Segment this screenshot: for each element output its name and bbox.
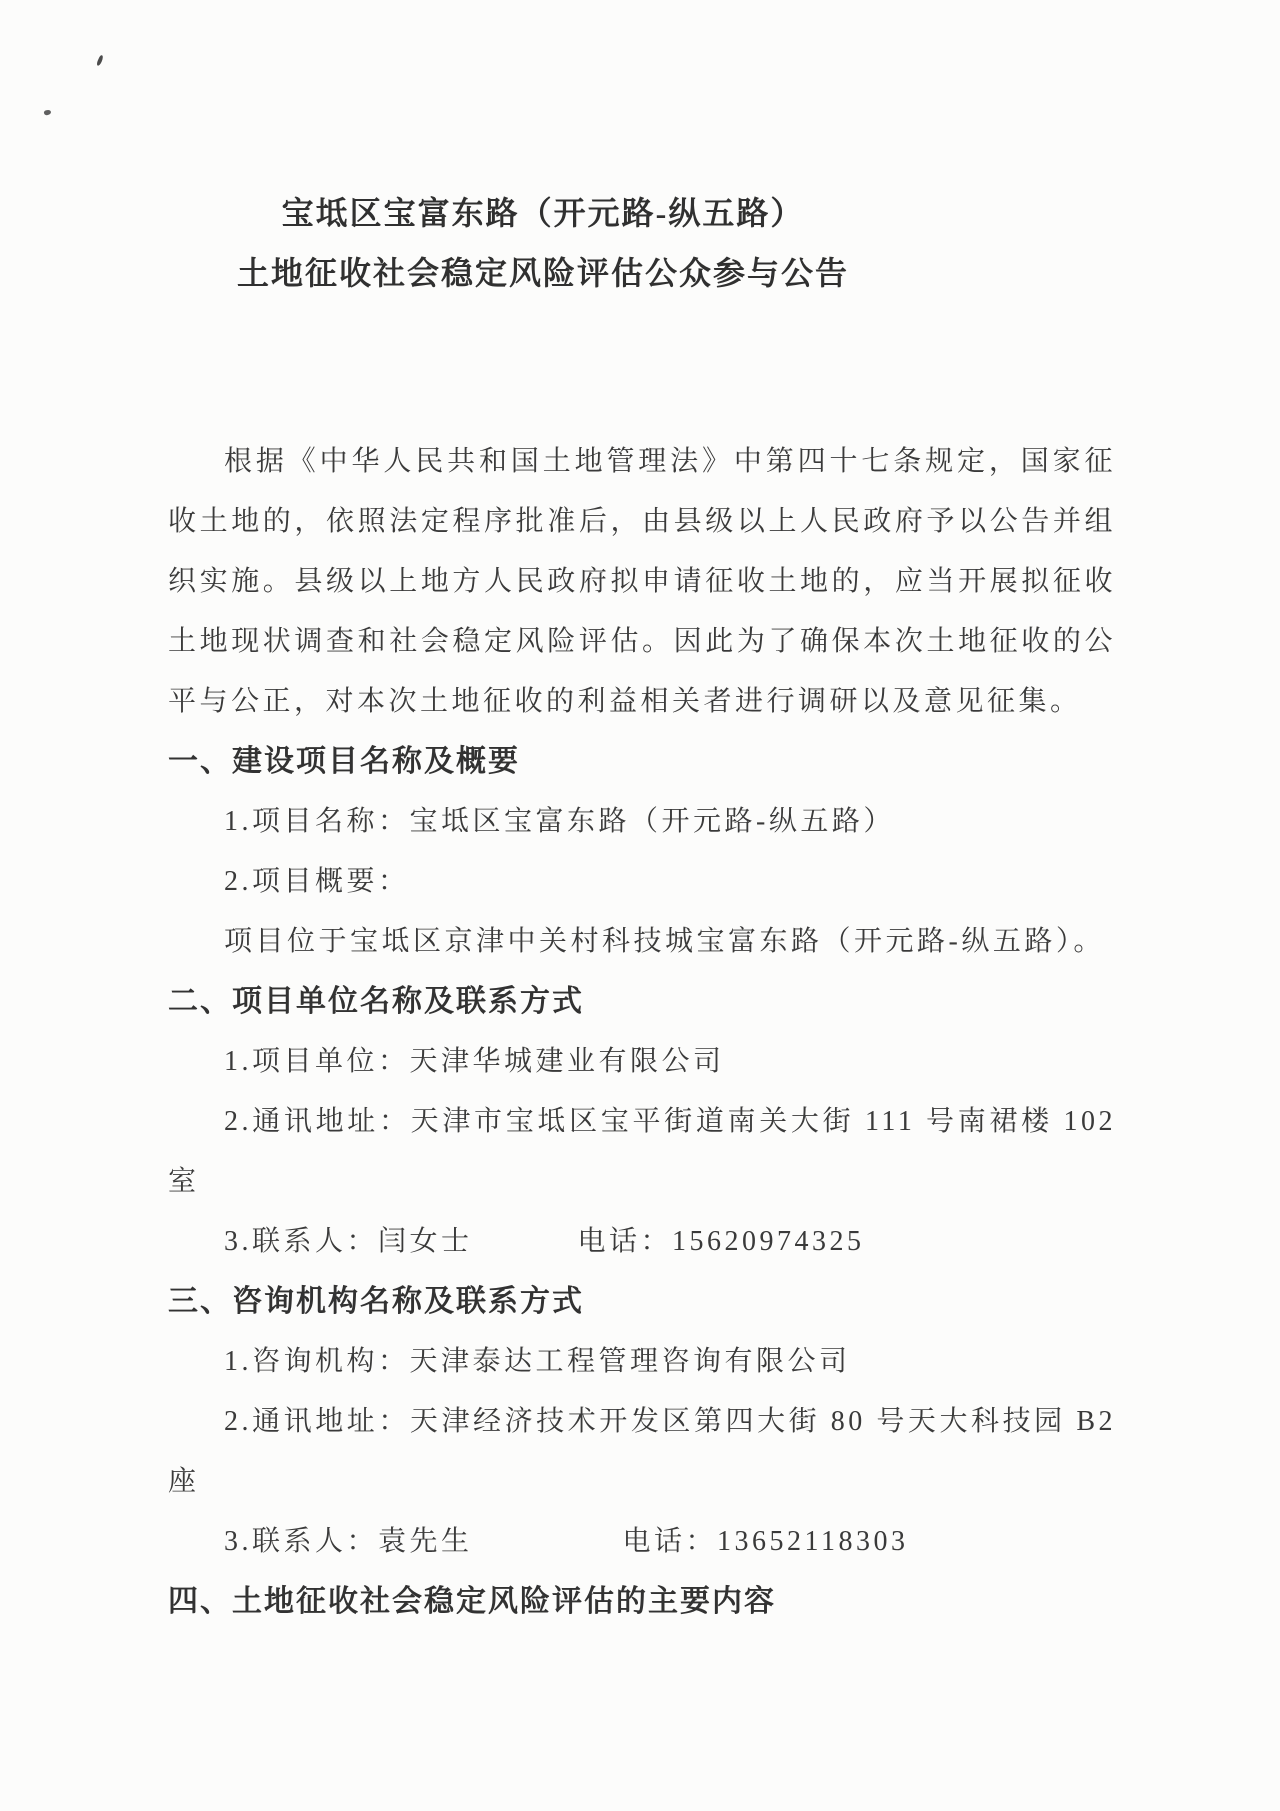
document-title xyxy=(0,183,1086,303)
section-3-heading: 三、咨询机构名称及联系方式 xyxy=(168,1285,584,1318)
section-3-item-agency: 1.咨询机构：天津泰达工程管理咨询有限公司 xyxy=(224,1346,851,1377)
section-1-heading: 一、建设项目名称及概要 xyxy=(168,745,520,778)
scan-speck-icon xyxy=(43,109,51,116)
section-4-heading: 四、土地征收社会稳定风险评估的主要内容 xyxy=(168,1585,776,1618)
scan-speck-icon xyxy=(96,55,104,67)
section-1-item-project-location: 项目位于宝坻区京津中关村科技城宝富东路（开元路-纵五路）。 xyxy=(224,926,1105,957)
title-line-2: 土地征收社会稳定风险评估公众参与公告 xyxy=(236,255,849,291)
title-line-1: 宝坻区宝富东路（开元路-纵五路） xyxy=(281,195,805,231)
section-3-contact-person: 3.联系人：袁先生 xyxy=(224,1526,473,1557)
section-1-item-project-summary-label: 2.项目概要： xyxy=(224,866,410,897)
section-2-heading: 二、项目单位名称及联系方式 xyxy=(168,985,584,1018)
section-3-contact-phone: 电话：13652118303 xyxy=(622,1526,909,1557)
section-2-contact-phone: 电话：15620974325 xyxy=(577,1226,865,1257)
section-1-item-project-name: 1.项目名称：宝坻区宝富东路（开元路-纵五路） xyxy=(224,806,895,837)
section-2-contact-person: 3.联系人：闫女士 xyxy=(224,1226,473,1257)
section-3-item-address: 2.通讯地址：天津经济技术开发区第四大街 80 号天大科技园 B2 座 xyxy=(168,1406,1116,1497)
intro-paragraph: 根据《中华人民共和国土地管理法》中第四十七条规定，国家征收土地的，依照法定程序批准后，由县级以上人民政府予以公告并组织实施。县级以上地方人民政府拟申请征收土地的，应当开展拟征收土地现状调查和社会稳定风险评估。因此为了确保本次土地征收的公平与公正，对本次土地征收的利益相关者进行调研以及意见征集。 xyxy=(168,446,1116,717)
section-3-contact-line xyxy=(168,1512,1116,1572)
section-2-item-address: 2.通讯地址：天津市宝坻区宝平街道南关大街 111 号南裙楼 102 室 xyxy=(168,1106,1116,1197)
document-body xyxy=(168,432,1116,1632)
section-2-item-unit: 1.项目单位：天津华城建业有限公司 xyxy=(224,1046,725,1077)
section-2-contact-line xyxy=(168,1212,1116,1272)
